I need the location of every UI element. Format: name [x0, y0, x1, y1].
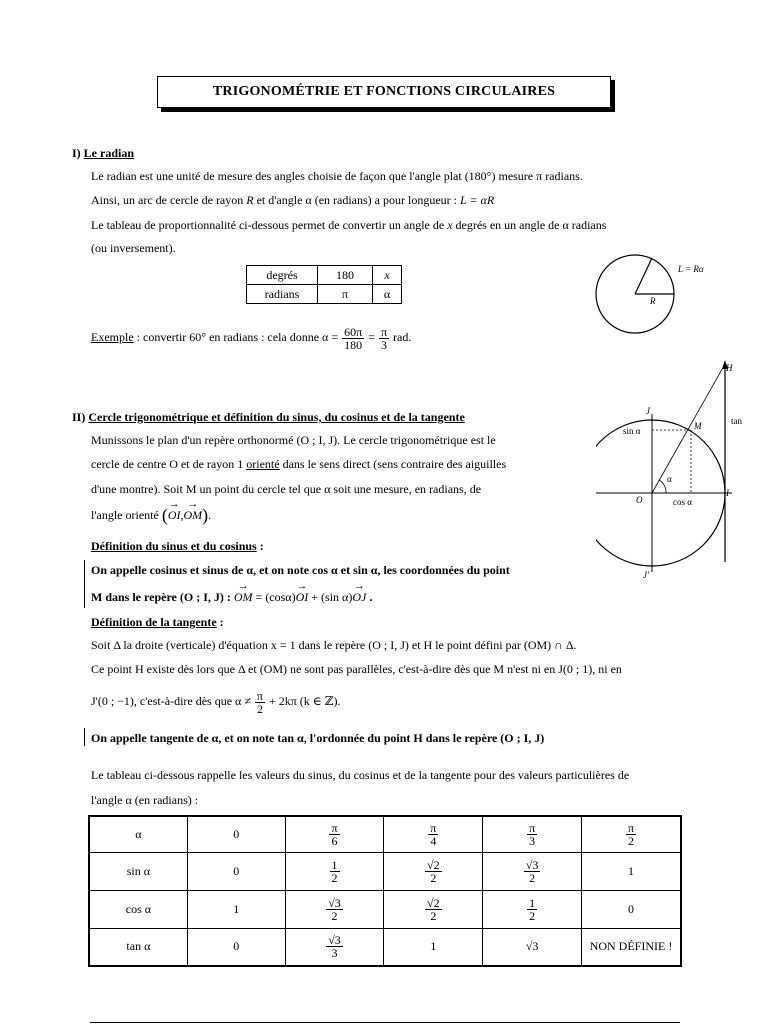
fraction-numerator: √3: [525, 857, 539, 872]
table-cell: [285, 816, 384, 852]
line-om: [652, 364, 725, 493]
fraction-numerator: π: [627, 820, 635, 835]
fraction-denominator: 2: [331, 908, 338, 923]
table-cell: 0: [187, 816, 285, 852]
s2-l2-a: cercle de centre O et de rayon 1: [91, 457, 244, 471]
t3-text: J'(0 ; −1), c'est-à-dire dès que α ≠: [91, 694, 251, 708]
table-row: [247, 266, 402, 285]
s1-paragraph-2: [91, 193, 494, 207]
s2-l2-underlined: orienté: [246, 457, 280, 471]
table-cell-text: x: [384, 267, 390, 282]
table-intro-1: Le tableau ci-dessous rappelle les valeurs du sinus, du cosinus et de la tangente pour des valeurs particulières de: [91, 768, 630, 782]
s1-p3-a: Le tableau de proportionnalité ci-dessous permet de convertir un angle de: [91, 218, 445, 232]
table-cell: [582, 816, 681, 852]
s1-p2-a: Ainsi, un arc de cercle de rayon: [91, 193, 244, 207]
table-cell: 1: [582, 852, 681, 890]
fraction-denominator: 2: [529, 870, 536, 885]
fraction: [379, 326, 389, 351]
table-cell: 0: [187, 852, 285, 890]
s1-paragraph-3: [91, 218, 606, 232]
table-cell: cos α: [89, 890, 187, 928]
label-j: J: [646, 406, 650, 416]
arc-length-formula: L = αR: [460, 193, 495, 207]
def1-eq: = (cosα): [255, 590, 296, 604]
fraction-numerator: π: [256, 688, 263, 703]
fraction-numerator: π: [331, 820, 338, 835]
open-paren: (: [161, 505, 168, 525]
tangent-line-3: [91, 686, 340, 716]
fraction-numerator: π: [529, 820, 536, 835]
table-cell: [384, 816, 483, 852]
fraction: [527, 822, 537, 847]
fraction: [326, 934, 343, 959]
s1-p2-b: et d'angle α (en radians) a pour longueur :: [256, 193, 457, 207]
radius-line: [635, 258, 652, 294]
period: .: [369, 590, 373, 604]
angle-arc: [659, 480, 666, 493]
table-cell: α: [89, 816, 187, 852]
fraction: [255, 690, 265, 715]
fraction: [330, 859, 340, 884]
fraction-denominator: 180: [344, 337, 363, 352]
table-cell: [285, 928, 384, 966]
label-m: M: [694, 421, 702, 431]
table-cell: 0: [582, 890, 681, 928]
s1-p3-b: degrés en un angle de α radians: [455, 218, 607, 232]
section2-title: Cercle trigonométrique et définition du sinus, du cosinus et de la tangente: [88, 410, 465, 424]
fraction: [524, 859, 541, 884]
table-cell: 1: [384, 928, 483, 966]
fraction-denominator: 3: [529, 833, 536, 848]
page-title: [157, 76, 611, 108]
fraction-denominator: 3: [331, 946, 338, 961]
def1-plus: + (sin α): [311, 590, 353, 604]
title-text: TRIGONOMÉTRIE ET FONCTIONS CIRCULAIRES: [212, 84, 556, 99]
comma: ,: [180, 508, 184, 522]
fraction-numerator: 1: [529, 895, 536, 910]
label-sin: sin α: [623, 426, 641, 436]
colon: :: [219, 615, 224, 629]
s1-p2-r: R: [246, 193, 254, 207]
definition2-heading: [91, 615, 224, 629]
fraction: [428, 822, 438, 847]
table-cell: 1: [187, 890, 285, 928]
s1-paragraph-1: Le radian est une unité de mesure des angles choisie de façon que l'angle plat (180°) mesure π radians.: [91, 169, 583, 183]
definition1-line1: On appelle cosinus et sinus de α, et on note cos α et sin α, les coordonnées du point: [91, 563, 510, 577]
label-h: H: [726, 363, 733, 373]
table-cell: NON DÉFINIE !: [582, 928, 681, 966]
example-label: Exemple: [91, 330, 134, 344]
table-cell: radians: [247, 285, 318, 304]
fraction-denominator: 2: [331, 870, 338, 885]
fraction: [342, 326, 364, 351]
fraction-denominator: 2: [628, 833, 635, 848]
t3-text-end: + 2kπ (k ∈ ℤ).: [268, 694, 341, 708]
fraction: [425, 859, 442, 884]
tangent-line-1: Soit Δ la droite (verticale) d'équation x = 1 dans le repère (O ; I, J) et H le point défini par (OM) ∩ Δ.: [91, 638, 577, 652]
equals-sign: =: [368, 330, 375, 344]
definition-bar: [84, 728, 85, 746]
fraction: [626, 822, 636, 847]
table-cell: tan α: [89, 928, 187, 966]
close-paren: ): [202, 505, 209, 525]
fraction-numerator: √3: [328, 895, 341, 910]
example-line: [91, 322, 411, 352]
fraction-numerator: π: [430, 820, 437, 835]
fraction: [527, 897, 537, 922]
tangent-line-2: Ce point H existe dès lors que Δ et (OM) ne sont pas parallèles, c'est-à-dire dès que M n'est ni en J(0 ; 1), ni en: [91, 662, 622, 676]
s2-line-2: [91, 457, 506, 471]
table-cell: [483, 852, 582, 890]
fraction-denominator: 4: [430, 833, 437, 848]
table-cell: [384, 852, 483, 890]
definition1-heading: [91, 539, 264, 553]
label-cos: cos α: [673, 497, 692, 507]
table-cell: [285, 852, 384, 890]
table-cell: [384, 890, 483, 928]
table-cell: α: [373, 285, 402, 304]
table-row: [89, 816, 681, 852]
unit-circle-figure: [596, 356, 756, 588]
fraction-numerator: π: [380, 324, 388, 339]
s2-line-1: Munissons le plan d'un repère orthonormé (O ; I, J). Le cercle trigonométrique est le: [91, 433, 496, 447]
table-cell: [483, 890, 582, 928]
arc-figure: [590, 246, 720, 346]
fraction-denominator: 6: [331, 833, 338, 848]
table-cell: degrés: [247, 266, 318, 285]
s2-line-4: [91, 505, 212, 525]
fraction-numerator: √2: [427, 895, 440, 910]
label-i: I: [726, 488, 729, 498]
label-o: O: [636, 495, 643, 505]
tangent-definition: On appelle tangente de α, et on note tan α, l'ordonnée du point H dans le repère (O ; I, J): [91, 731, 545, 745]
table-row: [89, 852, 681, 890]
table-cell: 180: [318, 266, 373, 285]
label-j-prime: J': [643, 570, 649, 580]
definition2-title: Définition de la tangente: [91, 615, 217, 629]
section1-heading: [72, 146, 134, 160]
vector-om: → OM: [234, 590, 253, 604]
section1-number: I): [72, 146, 81, 160]
table-row: [89, 928, 681, 966]
vector-oj: → OJ: [352, 590, 366, 604]
section2-heading: [72, 410, 465, 424]
table-row: [247, 285, 402, 304]
radius-label: R: [650, 296, 656, 306]
fraction-denominator: 2: [430, 908, 437, 923]
table-cell: [285, 890, 384, 928]
table-cell: [483, 816, 582, 852]
label-tan: tan: [731, 416, 742, 426]
fraction-denominator: 3: [380, 337, 387, 352]
arc-length-label: L = Rα: [678, 264, 704, 274]
example-text: : convertir 60° en radians : cela donne α =: [136, 330, 339, 344]
fraction-numerator: 1: [331, 857, 338, 872]
vector-oi: → OI: [296, 590, 309, 604]
values-table: [88, 815, 682, 967]
fraction-denominator: 2: [256, 701, 263, 716]
fraction: [329, 822, 339, 847]
colon: :: [259, 539, 264, 553]
fraction-denominator: 2: [529, 908, 536, 923]
table-row: [89, 890, 681, 928]
section1-title: Le radian: [83, 146, 135, 160]
s2-line-3: d'une montre). Soit M un point du cercle tel que α soit une mesure, en radians, de: [91, 482, 482, 496]
table-cell: [373, 266, 402, 285]
example-unit: rad.: [393, 330, 412, 344]
period: .: [208, 508, 212, 522]
def1-l2-text: M dans le repère (O ; I, J) :: [91, 590, 231, 604]
vector-om: → OM: [183, 508, 202, 522]
s1-paragraph-4: (ou inversement).: [91, 241, 176, 255]
fraction: [326, 897, 343, 922]
fraction-denominator: 2: [430, 870, 437, 885]
vector-oi: → OI: [168, 508, 181, 522]
s1-p3-x: x: [447, 218, 453, 232]
definition-bar: [84, 560, 85, 608]
fraction-numerator: 60π: [344, 324, 363, 339]
fraction: [425, 897, 442, 922]
conversion-table: [246, 265, 402, 304]
s2-l2-b: dans le sens direct (sens contraire des aiguilles: [282, 457, 507, 471]
table-cell: π: [318, 285, 373, 304]
s2-l4-text: l'angle orienté: [91, 508, 159, 522]
section2-number: II): [72, 410, 86, 424]
fraction-numerator: √3: [328, 933, 341, 948]
definition1-title: Définition du sinus et du cosinus: [91, 539, 257, 553]
table-intro-2: l'angle α (en radians) :: [91, 793, 199, 807]
table-cell: √3: [483, 928, 582, 966]
fraction-numerator: √2: [427, 857, 440, 872]
table-cell: 0: [187, 928, 285, 966]
label-alpha: α: [667, 474, 672, 484]
footer-divider: [90, 1022, 680, 1023]
table-cell: sin α: [89, 852, 187, 890]
definition1-line2: [91, 590, 372, 604]
